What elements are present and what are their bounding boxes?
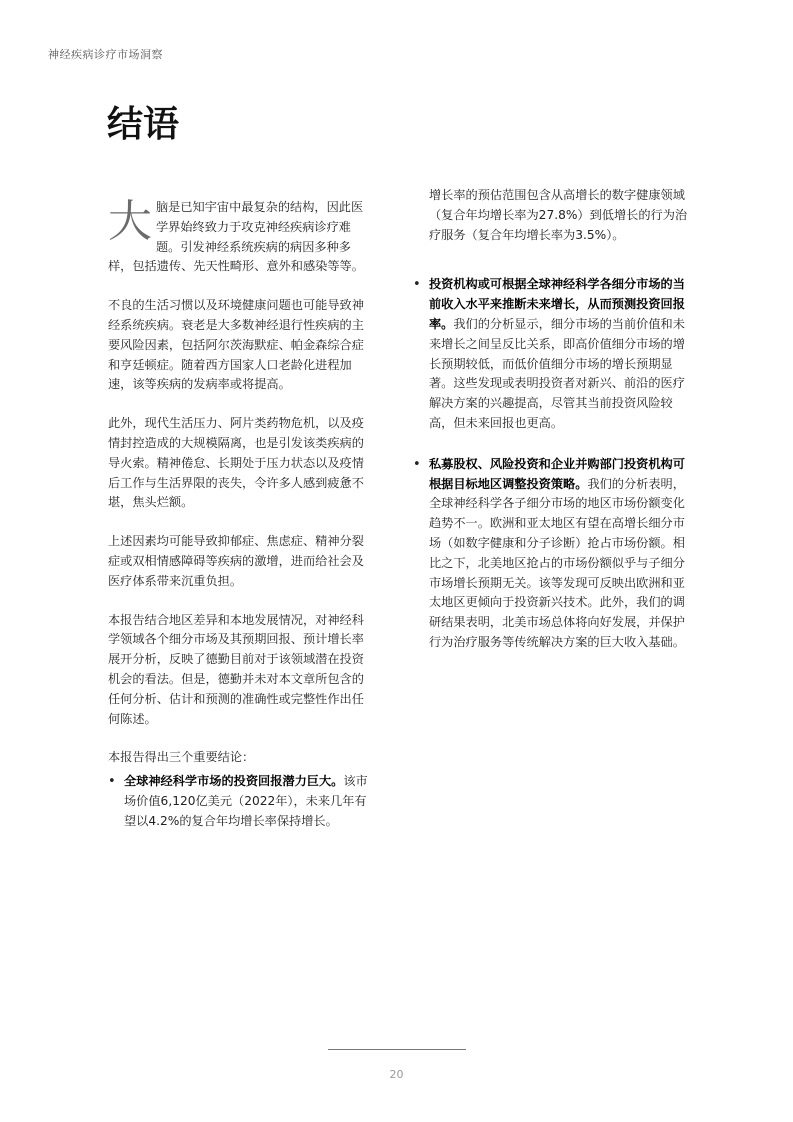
conclusion-item-2 [415,275,690,433]
drop-cap: 大 [108,196,152,247]
page-number: 20 [389,1068,404,1081]
paragraph-5: 本报告结合地区差异和本地发展情况，对神经科学领域各个细分市场及其预期回报、预计增长率展开分析，反映了德勤目前对于该领域潜在投资机会的看法。但是，德勤并未对本文章所包含的任何分析、估计和预测的准确性或完整性作出任何陈述。 [108,612,364,726]
paragraph-2: 不良的生活习惯以及环境健康问题也可能导致神经系统疾病。衰老是大多数神经退行性疾病的主要风险因素，包括阿尔茨海默症、帕金森综合症和亨廷顿症。随着西方国家人口老龄化进程加速，该等疾病的发病率或将提高。 [108,298,364,392]
left-column [108,198,370,853]
continuation-paragraph: 增长率的预估范围包含从高增长的数字健康领域（复合年均增长率为27.8%）到低增长的行为治疗服务（复合年均增长率为3.5%）。 [429,188,688,242]
paragraph-4: 上述因素均可能导致抑郁症、焦虑症、精神分裂症或双相情感障碍等疾病的激增，进而给社会及医疗体系带来沉重负担。 [108,534,364,588]
intro-text: 脑是已知宇宙中最复杂的结构，因此医学界始终致力于攻克神经疾病诊疗难题。引发神经系统疾病的病因多种多样，包括遗传、先天性畸形、意外和感染等等。 [108,200,364,274]
page-title: 结语 [107,104,180,145]
conclusion-3-text: 我们的分析表明，全球神经科学各子细分市场的地区市场份额变化趋势不一。欧洲和亚太地区有望在高增长细分市场（如数字健康和分子诊断）抢占市场份额。相比之下，北美地区抢占的市场份额似乎与子细分市场增长预期无关。该等发现可反映出欧洲和亚太地区更倾向于投资新兴技术。此外，我们的调研结果表明，北美市场总体将向好发展，并保护行为治疗服务等传统解决方案的巨大收入基础。 [429,476,685,649]
conclusion-list-right [415,275,690,652]
right-column [415,186,690,674]
conclusion-item-1 [108,772,370,831]
footer-divider [328,1049,466,1050]
intro-paragraph [108,198,370,277]
conclusion-3-heading: 私募股权、风险投资和企业并购部门投资机构可根据目标地区调整投资策略。 [429,456,685,491]
conclusion-1-text: 该市场价值6,120亿美元（2022年），未来几年有望以4.2%的复合年均增长率保持增长。 [124,774,368,828]
paragraph-6: 本报告得出三个重要结论： [108,750,255,765]
conclusion-list-left [108,772,370,831]
conclusion-item-3 [415,455,690,653]
running-header: 神经疾病诊疗市场洞察 [48,48,163,61]
conclusion-2-heading: 投资机构或可根据全球神经科学各细分市场的当前收入水平来推断未来增长，从而预测投资回报率。 [429,277,685,331]
conclusion-1-heading: 全球神经科学市场的投资回报潜力巨大。 [124,774,344,789]
conclusion-2-text: 我们的分析显示，细分市场的当前价值和未来增长之间呈反比关系，即高价值细分市场的增长预期较低，而低价值细分市场的增长预期显著。这些发现或表明投资者对新兴、前沿的医疗解决方案的兴趣提高，尽管其当前投资风险较高，但未来回报也更高。 [429,316,685,430]
paragraph-3: 此外，现代生活压力、阿片类药物危机，以及疫情封控造成的大规模隔离，也是引发该类疾病的导火索。精神倦怠、长期处于压力状态以及疫情后工作与生活界限的丧失，令许多人感到疲惫不堪，焦头烂额。 [108,416,364,510]
